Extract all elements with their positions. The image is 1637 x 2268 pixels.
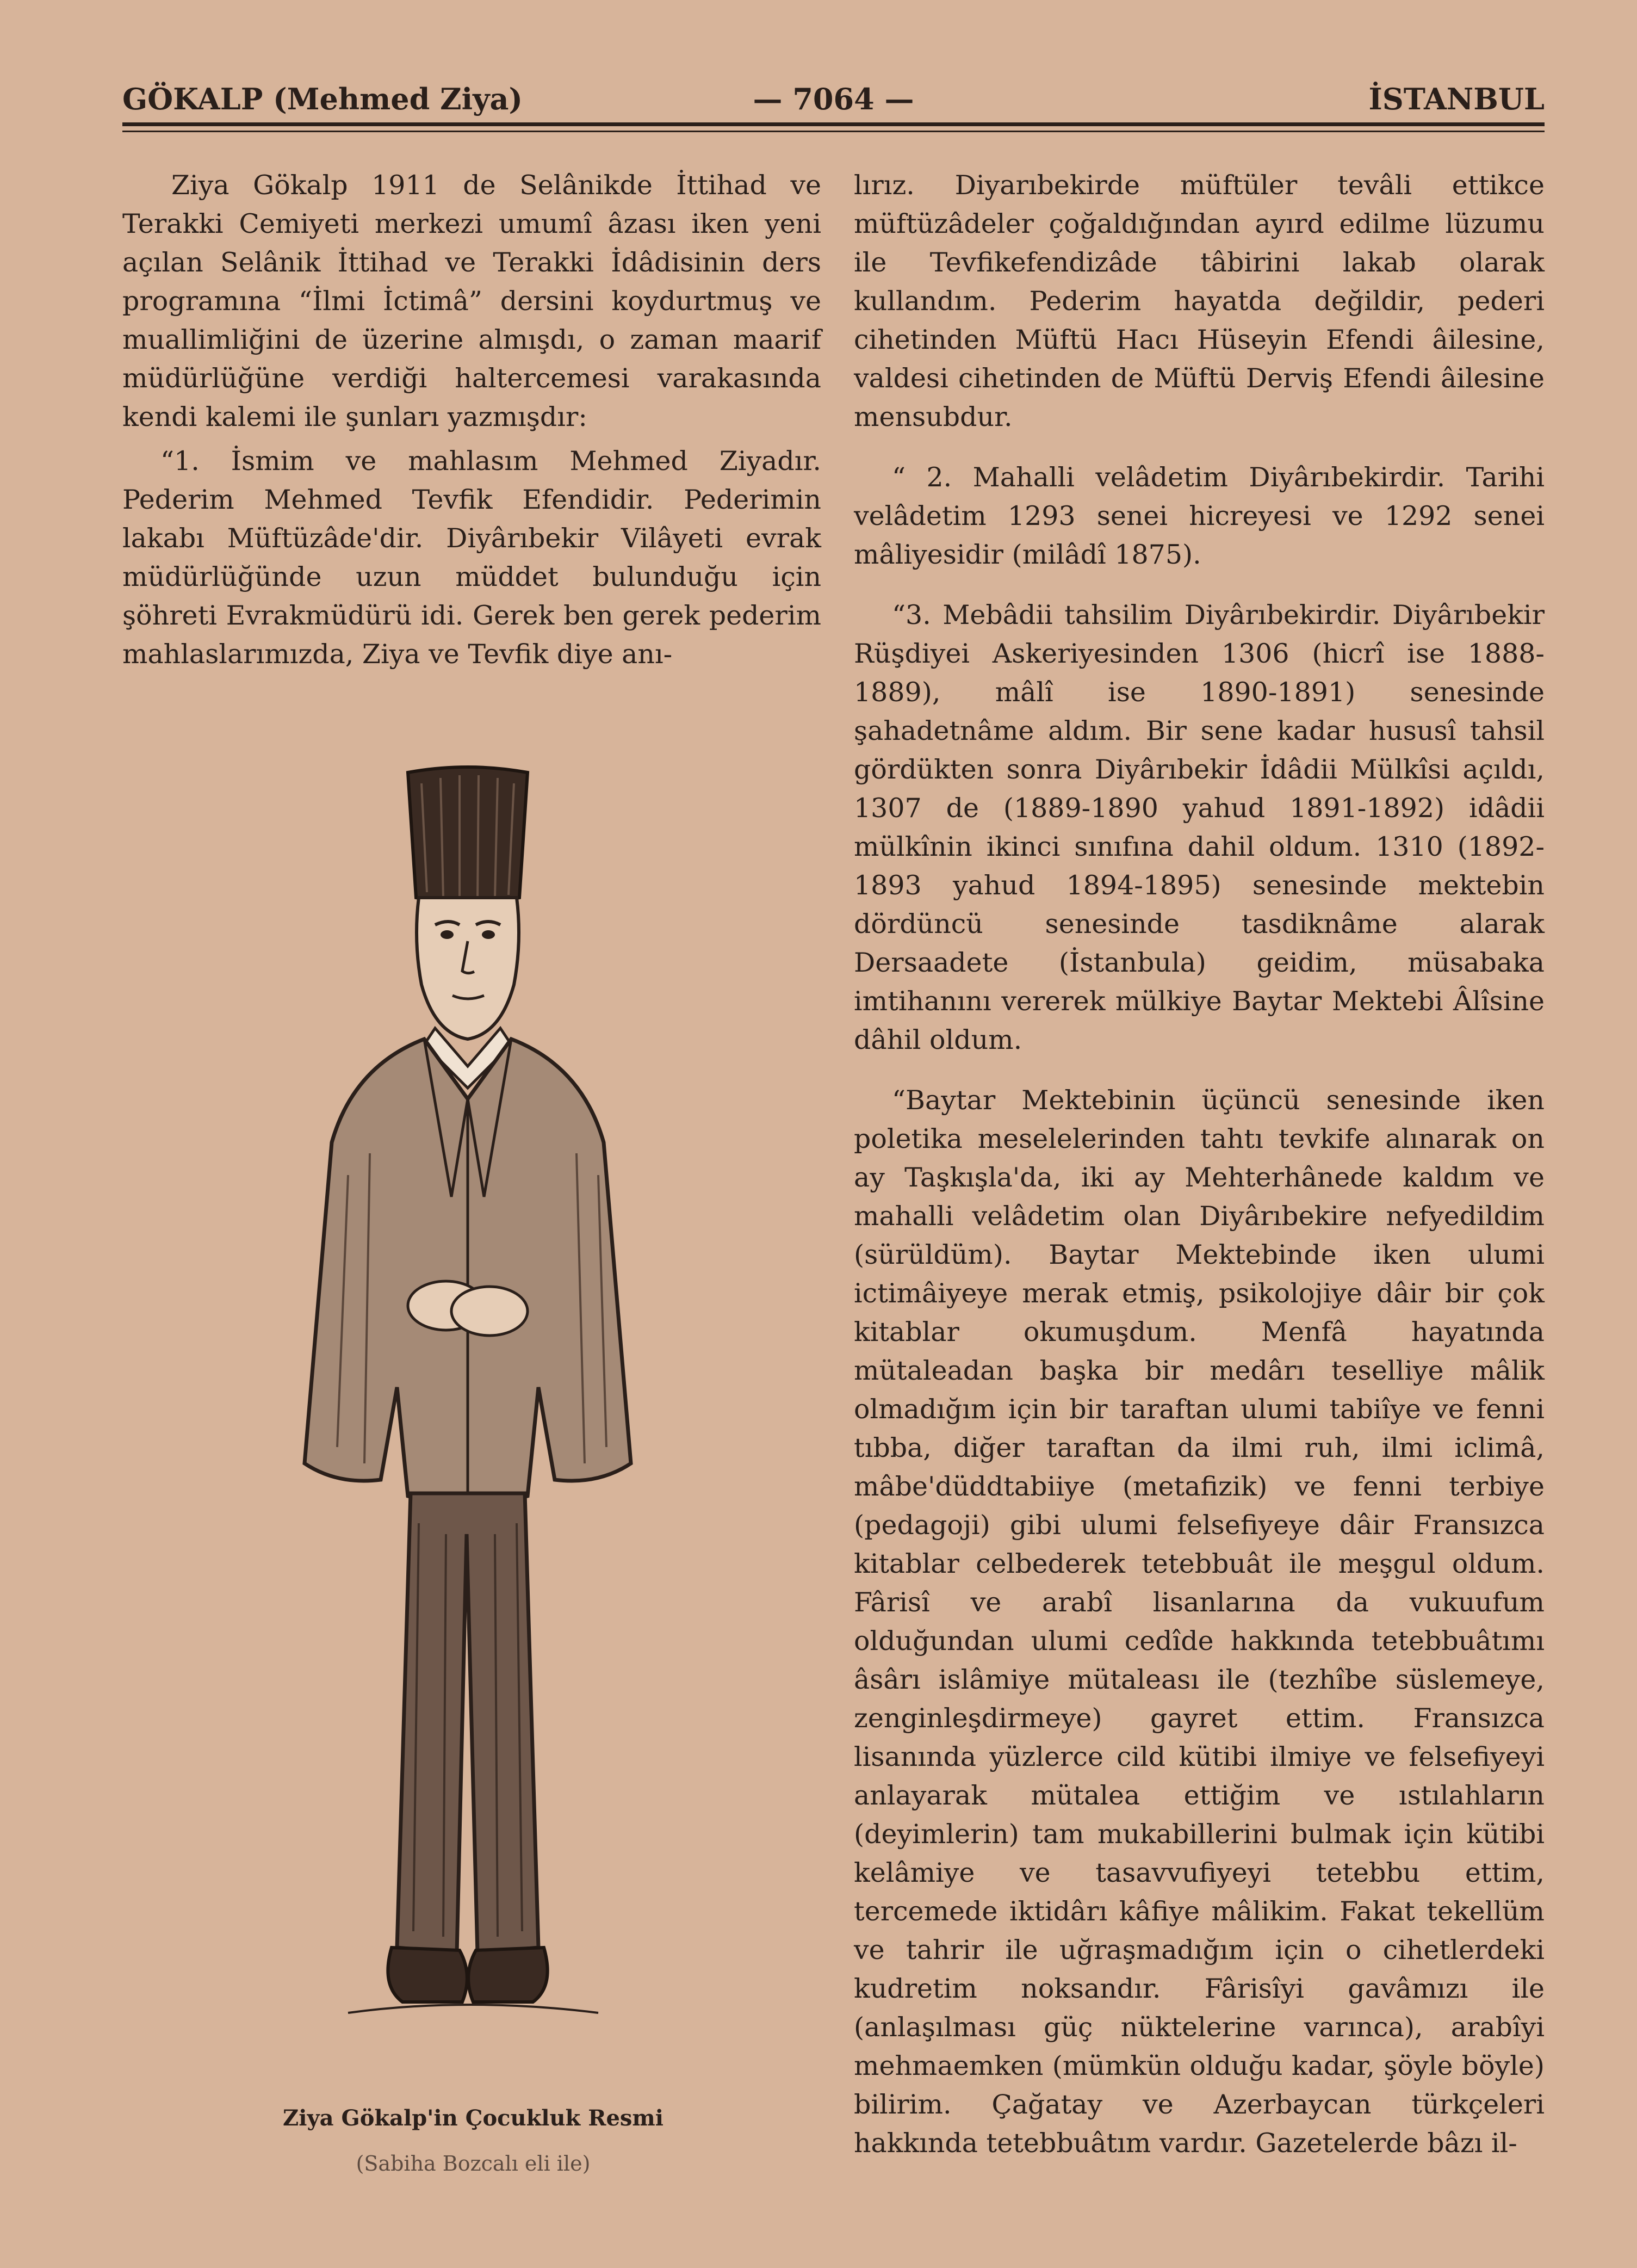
figure-caption: Ziya Gökalp'in Çocukluk Resmi [283, 2105, 664, 2131]
figure-credit: (Sabiha Bozcalı eli ile) [356, 2152, 591, 2176]
right-paragraph-quote-3: “3. Mebâdii tahsilim Diyârıbekirdir. Diyârıbekir Rüşdiyei Askeriyesinden 1306 (hicrî ise 1888-1889), mâlî ise 1890-1891) senesinde şahadetnâme aldım. Bir sene kadar hususî tahsil gördükten sonra Diyârıbekir İdâdii Mülkîsi açıldı, 1307 de (1889-1890 yahud 1891-1892) idâdii mülkînin ikinci sınıfına dahil oldum. 1310 (1892-1893 yahud 1894-1895) senesinde mektebin dördüncü senesinde tasdiknâme alarak Dersaadete (İstanbula) geidim, müsabaka imtihanını vererek mülkiye Baytar Mektebi Âlîsine dâhil oldum. [854, 600, 1545, 1055]
right-column [854, 166, 1545, 2162]
right-paragraph-quote-2: “ 2. Mahalli velâdetim Diyârıbekirdir. Tarihi velâdetim 1293 senei hicreyesi ve 1292 senei mâliyesidir (milâdî 1875). [854, 462, 1545, 570]
left-column [122, 166, 821, 673]
left-paragraph-quote-1: “1. İsmim ve mahlasım Mehmed Ziyadır. Pederim Mehmed Tevfik Efendidir. Pederimin lakabı Müftüzâde'dir. Diyârıbekir Vilâyeti evrak müdürlüğünde uzun müddet bulunduğu için şöhreti Evrakmüdürü idi. Gerek ben gerek pederim mahlaslarımızda, Ziya ve Tevfik diye anı- [122, 446, 821, 670]
header-entry-title: GÖKALP (Mehmed Ziya) [122, 82, 523, 116]
right-paragraph-quote-4: “Baytar Mektebinin üçüncü senesinde iken poletika meselelerinden tahtı tevkife alınarak on ay Taşkışla'da, iki ay Mehterhânede kaldım ve mahalli velâdetim olan Diyârıbekire nefyedildim (sürüldüm). Baytar Mektebinde iken ulumi ictimâiyeye merak etmiş, psikolojiye dâir bir çok kitablar okumuşdum. Menfâ hayatında mütaleadan başka bir medârı teselliye mâlik olmadığım için bir taraftan ulumi tabiîye ve fenni tıbba, diğer taraftan da ilmi ruh, ilmi iclimâ, mâbe'düddtabiiye (metafizik) ve fenni terbiye (pedagoji) gibi ulumi felsefiyeye dâir Fransızca kitablar celbederek tetebbuât ile meşgul oldum. Fârisî ve arabî lisanlarına da vukuufum olduğundan ulumi cedîde hakkında tetebbuâtımı âsârı islâmiye mütaleası ile (tezhîbe süslemeye, zenginleşdirmeye) gayret ettim. Fransızca lisanında yüzlerce cild kütibi ilmiye ve felsefiyeyi anlayarak mütalea ettiğim ve ıstılahların (deyimlerin) tam mukabillerini bulmak için kütibi kelâmiye ve tasavvufiyeyi tetebbu ettim, tercemede iktidârı kâfiye mâlikim. Fakat tekellüm ve tahrir ile uğraşmadığım için o cihetlerdeki kudretim noksandır. Fârisîyi gavâmızı ile (anlaşılması güç nüktelerine varınca), arabîyi mehmaemken (mümkün olduğu kadar, şöyle böyle) bilirim. Çağatay ve Azerbaycan türkçeleri hakkında tetebbuâtım vardır. Gazetelerde bâzı il- [854, 1085, 1545, 2159]
header-page-number: — 7064 — [753, 82, 914, 116]
header-rule-thin [122, 131, 1545, 132]
left-paragraph-intro: Ziya Gökalp 1911 de Selânikde İttihad ve Terakki Cemiyeti merkezi umumî âzası iken yeni açılan Selânik İttihad ve Terakki İdâdisinin ders programına “İlmi İctimâ” dersini koydurtmuş ve muallimliğini de üzerine almışdı, o zaman maarif müdürlüğüne verdiği haltercemesi varakasında kendi kalemi ile şunları yazmışdır: [122, 170, 821, 432]
running-header [122, 82, 1545, 125]
header-volume-title: İSTANBUL [1368, 82, 1545, 116]
portrait-illustration [272, 762, 664, 2024]
right-paragraph-continuation: lırız. Diyarıbekirde müftüler tevâli ettikce müftüzâdeler çoğaldığından ayırd edilme lüzumu ile Tevfikefendizâde tâbirini lakab olarak kullandım. Pederim hayatda değildir, pederi cihetinden Müftü Hacı Hüseyin Efendi âilesine, valdesi cihetinden de Müftü Derviş Efendi âilesine mensubdur. [854, 170, 1545, 432]
header-rule-thick [122, 122, 1545, 126]
